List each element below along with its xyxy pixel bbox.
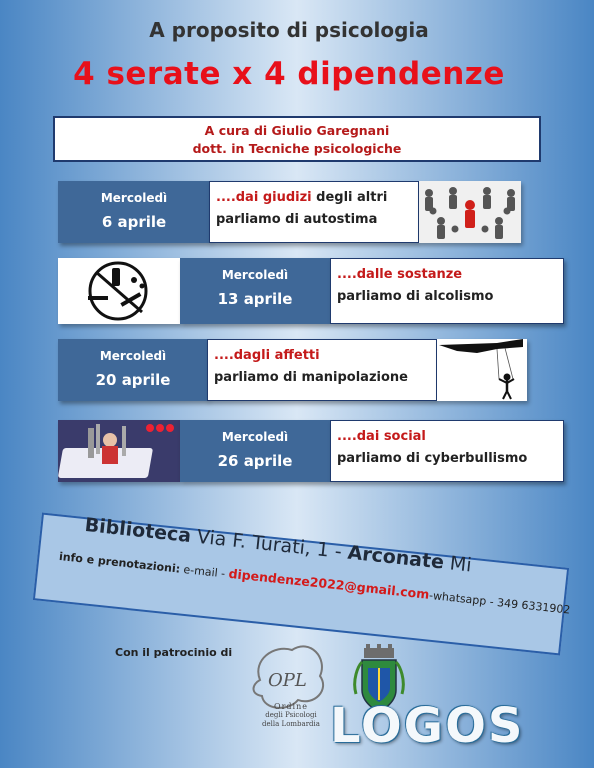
logos-watermark: LOGOS (330, 698, 525, 754)
opl-line-1: Ordine (274, 702, 308, 711)
event-4-date-text: 26 aprile (217, 452, 293, 470)
whatsapp-contact: -whatsapp - 349 6331902 (428, 588, 571, 617)
venue-street: Via F. Turati, 1 - (189, 525, 349, 564)
event-3-topic: parliamo di manipolazione (214, 370, 408, 385)
email-label: e-mail - (179, 562, 230, 581)
opl-logo-icon (248, 640, 330, 760)
event-1-topic: parliamo di autostima (216, 212, 378, 227)
event-1-lead-rest: degli altri (311, 190, 388, 205)
opl-line-3: della Lombardia (262, 720, 320, 728)
opl-mark: OPL (268, 670, 307, 691)
event-3-date-text: 20 aprile (95, 371, 171, 389)
event-3-description (207, 339, 437, 401)
event-4-description (330, 420, 564, 482)
event-1-lead: ....dai giudizi (216, 190, 312, 205)
venue-place: Biblioteca (83, 514, 193, 548)
curator-line-1: A cura di Giulio Garegnani (204, 123, 390, 138)
cyberbullying-image (58, 420, 180, 482)
opl-line-2: degli Psicologi (265, 711, 317, 719)
event-4-day: Mercoledì (221, 430, 289, 444)
event-3-lead: ....dagli affetti (214, 348, 320, 363)
curator-line-2: dott. in Tecniche psicologiche (192, 141, 402, 156)
crowd-image (419, 181, 521, 243)
event-2-lead: ....dalle sostanze (337, 267, 463, 282)
event-2-topic: parliamo di alcolismo (337, 289, 494, 304)
event-2-date (180, 258, 330, 324)
event-1-description (209, 181, 419, 243)
event-3-date (58, 339, 208, 401)
substances-image (58, 258, 180, 324)
puppet-image (437, 339, 527, 401)
event-3-day: Mercoledì (99, 349, 167, 363)
patronage-label: Con il patrocinio di (115, 646, 233, 659)
venue-province: Mi (442, 551, 473, 577)
event-2-date-text: 13 aprile (217, 290, 293, 308)
opl-caption (248, 702, 334, 729)
event-4-topic: parliamo di cyberbullismo (337, 451, 528, 466)
event-1-date-text: 6 aprile (101, 213, 167, 231)
event-4-date (180, 420, 330, 482)
event-2-day: Mercoledì (221, 268, 289, 282)
curator-box (53, 116, 541, 162)
poster-subtitle: A proposito di psicologia (149, 18, 429, 42)
venue-town: Arconate (346, 541, 446, 574)
event-2-description (330, 258, 564, 324)
event-1-date (58, 181, 210, 243)
info-label: info e prenotazioni: (58, 549, 181, 576)
event-4-lead: ....dai social (337, 429, 426, 444)
email-link[interactable]: dipendenze2022@gmail.com (227, 565, 431, 602)
event-1-day: Mercoledì (100, 191, 168, 205)
poster-title: 4 serate x 4 dipendenze (73, 56, 505, 92)
